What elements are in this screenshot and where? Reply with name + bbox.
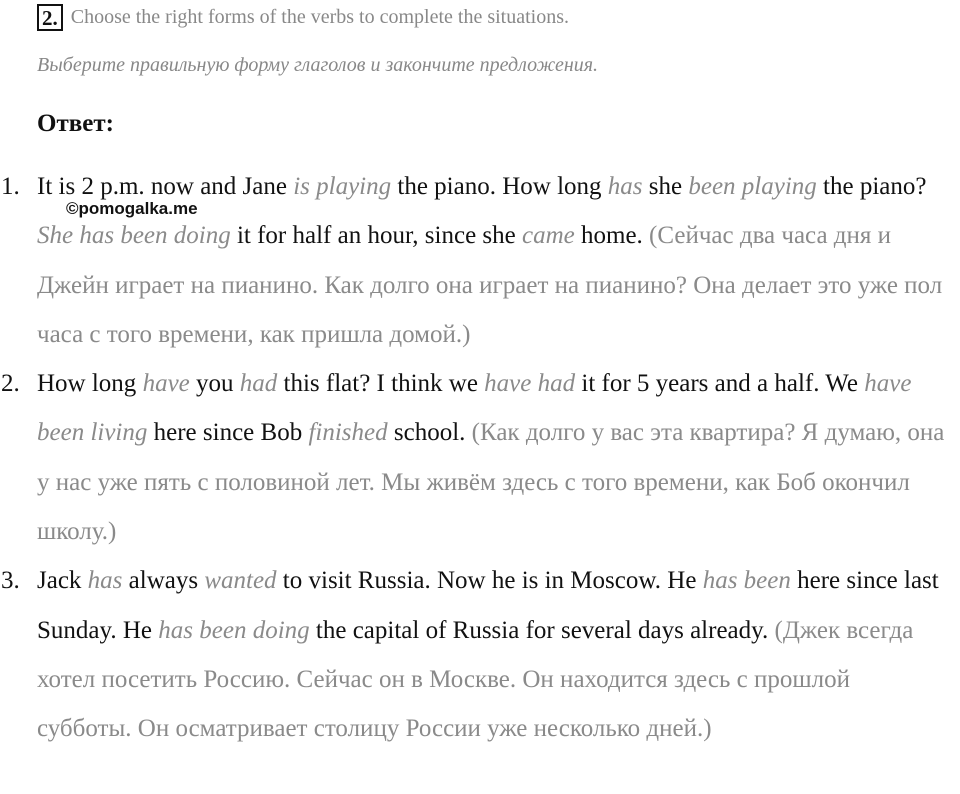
- sentence-text: home.: [574, 222, 643, 250]
- sentence-text: How long: [37, 370, 143, 398]
- sentence-text: it for 5 years and a half. We: [575, 370, 865, 398]
- sentence-text: this flat? I think we: [277, 370, 485, 398]
- sentence-text: it for half an hour, since she: [230, 222, 522, 250]
- verb-answer: have been living: [37, 370, 912, 447]
- verb-answer: has been doing: [158, 616, 310, 644]
- answer-title: Ответ:: [37, 110, 114, 137]
- verb-answer: been playing: [688, 173, 817, 200]
- sentence-text: here since last Sunday. He: [37, 567, 939, 644]
- task-instruction-en: Choose the right forms of the verbs to complete the situations.: [70, 6, 569, 28]
- task-header: [37, 4, 569, 31]
- verb-answer: have: [142, 370, 190, 398]
- verb-answer: has: [87, 567, 123, 595]
- sentence-text: the piano?: [816, 173, 927, 200]
- answer-list: [0, 162, 960, 754]
- translation-text: (Сейчас два часа дня и Джейн играет на пианино. Как долго она играет на пианино? Она делает это уже пол часа с того времени, как пришла домой.): [37, 222, 943, 348]
- item-number: 2.: [1, 370, 20, 398]
- sentence-text: the capital of Russia for several days already.: [309, 616, 775, 644]
- sentence-text: to visit Russia. Now he is in Moscow. He: [276, 567, 703, 595]
- answer-item-3: [0, 556, 947, 753]
- sentence-text: you: [189, 370, 240, 398]
- sentence-text: here since Bob: [147, 419, 309, 447]
- task-instruction-ru: Выберите правильную форму глаголов и закончите предложения.: [37, 54, 599, 76]
- verb-answer: wanted: [204, 567, 277, 595]
- verb-answer: has been: [702, 567, 791, 595]
- task-number: 2.: [37, 4, 63, 31]
- answer-item-1: [0, 162, 947, 359]
- verb-answer: came: [522, 222, 575, 250]
- verb-answer: finished: [308, 419, 388, 447]
- watermark: ©pomogalka.me: [66, 199, 198, 218]
- translation-text: (Как долго у вас эта квартира? Я думаю, она у нас уже пять с половиной лет. Мы живём здесь с того времени, как Боб окончил школу.): [37, 419, 945, 546]
- verb-answer: had: [239, 370, 278, 398]
- answer-item-2: [0, 359, 947, 556]
- verb-answer: have had: [484, 370, 576, 398]
- sentence-text: It is 2 p.m. now and Jane: [37, 173, 294, 200]
- sentence-text: she: [642, 173, 689, 200]
- sentence-text: always: [122, 567, 205, 595]
- verb-answer: has: [607, 173, 643, 200]
- item-number: 1.: [1, 173, 20, 200]
- verb-answer: is playing: [293, 173, 392, 200]
- sentence-text: the piano. How long: [391, 173, 608, 200]
- sentence-text: school.: [387, 419, 472, 447]
- sentence-text: Jack: [37, 567, 88, 595]
- translation-text: (Джек всегда хотел посетить Россию. Сейчас он в Москве. Он находится здесь с прошлой субботы. Он осматривает столицу России уже несколько дней.): [37, 616, 914, 743]
- item-number: 3.: [1, 567, 20, 595]
- verb-answer: She has been doing: [37, 222, 231, 250]
